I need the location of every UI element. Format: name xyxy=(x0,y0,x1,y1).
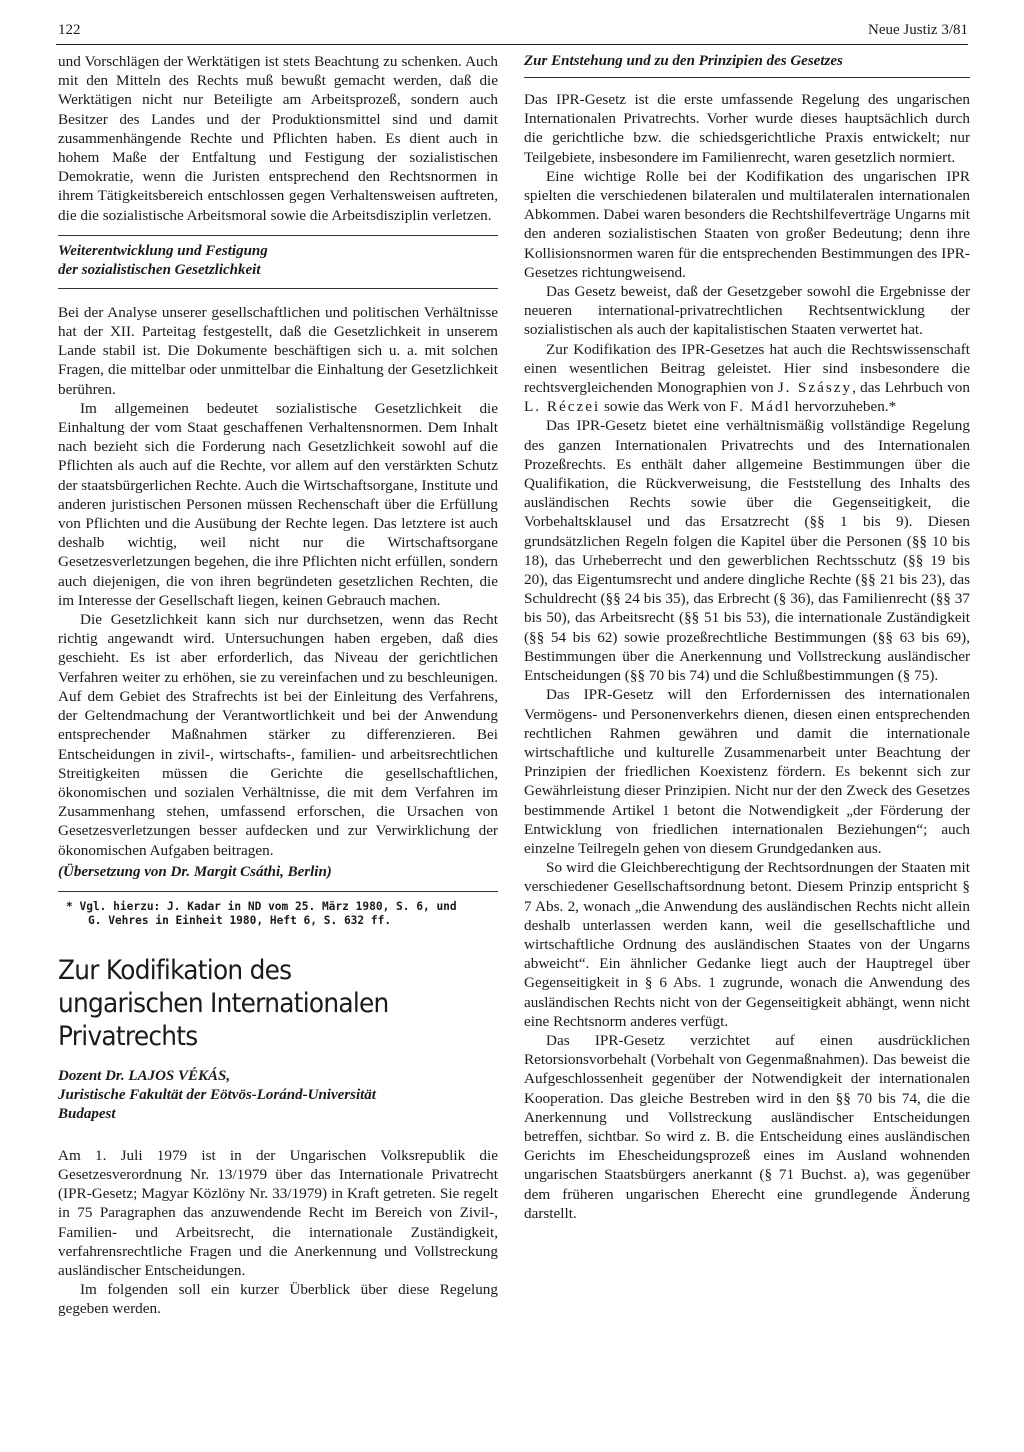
text-run: hervorzuheben.* xyxy=(790,398,897,416)
footnote-divider xyxy=(58,891,498,892)
paragraph: Das IPR-Gesetz will den Erfordernissen des internationalen Vermögens- und Personenverkehrs dienen, diesen einen entsprechenden rechtlichen Rahmen gewähren und damit die internationale wirtschaftliche und kulturelle Zusammenarbeit unter Beachtung der Prinzipien der friedlichen Koexistenz fördern. Es bekennt sich zur Gewährleistung dieser Prinzipien. Nicht nur der den Zweck des Gesetzes bestimmende Artikel 1 betont die Notwendigkeit „der Förderung der Entwicklung von friedlichen internationalen Beziehungen“; auch einzelne Teilregeln gehen von diesem Grundgedanken aus. xyxy=(524,686,970,857)
paragraph: Das IPR-Gesetz ist die erste umfassende Regelung des ungarischen Internationalen Privatrechts. Vorher wurde dieses hauptsächlich durch die gerichtliche bzw. die schiedsgerichtliche Praxis entwickelt; nur Teilgebiete, insbesondere im Familienrecht, waren gesetzlich normiert. xyxy=(524,91,970,166)
intro-paragraph: und Vorschlägen der Werktätigen ist stets Beachtung zu schenken. Auch mit den Mitteln des Rechts muß bewußt gemacht werden, daß die Werktätigen nicht nur Beteiligte am Arbeitsprozeß, sondern auch Besitzer des Landes und der Produktionsmittel sind und damit zusammenhängende Rechte und Pflichten haben. Es dient auch in hohem Maße der Entfaltung und Festigung der sozialistischen Demokratie, wenn die Juristen entsprechend den Rechtsnormen in ihrem Tätigkeitsbereich entschlossen gegen Verhaltensweisen auftreten, die die sozialistische Arbeitsmoral sowie die Arbeitsdisziplin verletzen. xyxy=(58,53,498,224)
paragraph: Das Gesetz beweist, daß der Gesetzgeber sowohl die Ergebnisse der neueren international-privatrechtlichen Rechtsentwicklung der sozialistischen als auch der kapitalistischen Staaten verwertet hat. xyxy=(524,283,970,339)
text-run: Zur Kodifikation des IPR-Gesetzes hat auch die Rechtswissenschaft einen wesentlichen Beitrag geleistet. Hier sind insbesondere die rechtsvergleichenden Monographien von xyxy=(524,340,970,397)
article-title-line: ungarischen Internationalen Privatrechts xyxy=(58,987,389,1052)
paragraph: Das IPR-Gesetz bietet eine verhältnismäßig vollständige Regelung des ganzen Internationalen Privatrechts und des Internationalen Prozeßrechts. Es enthält daher allgemeine Bestimmungen über die Qualifikation, die Rückverweisung, die Feststellung des Inhalts des ausländischen Rechts sowie über die Gegenseitigkeit, die Vorbehaltsklausel und das Ersatzrecht (§§ 1 bis 9). Diesen grundsätzlichen Regeln folgen die Kapitel über die Personen (§§ 10 bis 18), das Urheberrecht und den gewerblichen Rechtsschutz (§§ 19 bis 20), das Eigentumsrecht und andere dingliche Rechte (§§ 21 bis 23), das Schuldrecht (§§ 24 bis 35), das Erbrecht (§ 36), das Familienrecht (§§ 37 bis 50), das Arbeitsrecht (§§ 51 bis 53), die internationale Zuständigkeit (§§ 54 bis 62) sowie prozeßrechtliche Bestimmungen (§§ 63 bis 69), Bestimmungen über die Anerkennung und Vollstreckung ausländischer Entscheidungen (§§ 70 bis 74) und die Schlußbestimmungen (§ 75). xyxy=(524,417,970,685)
section-heading-line: Weiterentwicklung und Festigung xyxy=(58,242,268,259)
footnote-line: * Vgl. hierzu: J. Kadar in ND vom 25. März 1980, S. 6, und xyxy=(66,899,457,913)
section-heading-gesetzlichkeit xyxy=(58,242,498,280)
article-title xyxy=(58,954,463,1053)
paragraph: Im allgemeinen bedeutet sozialistische Gesetzlichkeit die Einhaltung der vom Staat geschaffenen Verhaltensnormen. Dem Inhalt nach bezieht sich die Forderung nach Gesetzlichkeit sowohl auf die Pflichten als auch auf die Rechte, vor allem auf den verstärkten Schutz der staatsbürgerlichen Rechte. Auch die Wirtschaftsorgane, Institute und anderen juristischen Personen müssen Rechenschaft über die Erfüllung von Pflichten und die Ausübung der Rechte legen. Das letztere ist auch deshalb wichtig, weil nicht nur die Wirtschaftsorgane Gesetzesverletzungen begehen, die ihre Pflichten nicht erfüllen, sondern auch diejenigen, die von ihren begründeten gesetzlichen Rechten, die im Interesse der Gesellschaft liegen, keinen Gebrauch machen. xyxy=(58,399,498,609)
paragraph: So wird die Gleichberechtigung der Rechtsordnungen der Staaten mit verschiedener Gesellschaftsordnung betont. Diesem Prinzip entspricht § 7 Abs. 2, wonach „die Anwendung des ausländischen Rechts nicht allein deshalb unterlassen werden kann, weil die gesellschaftliche und wirtschaftliche Ordnung des ausländischen Staates von der Ungarns abweicht“. Ein ähnlicher Gedanke liegt auch der Hauptregel über Gegenseitigkeit in § 6 Abs. 1 zugrunde, wonach die Anwendung des ausländischen Rechts nicht von der Gegenseitigkeit abhängt, wenn nicht eine Rechtsnorm anderes verfügt. xyxy=(524,859,970,1030)
paragraph: Am 1. Juli 1979 ist in der Ungarischen Volksrepublik die Gesetzesverordnung Nr. 13/1979 über das Internationale Privatrecht (IPR-Gesetz; Magyar Közlöny Nr. 33/1979) in Kraft getreten. Sie regelt in 75 Paragraphen das anzuwendende Recht im Bereich von Zivil-, Familien- und Arbeitsrecht, die internationale Zuständigkeit, verfahrensrechtliche Fragen und die Anerkennung und Vollstreckung ausländischer Entscheidungen. xyxy=(58,1146,498,1279)
right-column xyxy=(524,52,970,1223)
section-divider xyxy=(524,77,970,78)
footnote-line: G. Vehres in Einheit 1980, Heft 6, S. 632 ff. xyxy=(88,913,392,927)
journal-reference: Neue Justiz 3/81 xyxy=(868,22,968,38)
author-reference: J. Szászy xyxy=(777,379,853,397)
author-reference: F. Mádl xyxy=(729,398,791,416)
author-affiliation: Juristische Fakultät der Eötvös-Loránd-Universität xyxy=(58,1086,376,1103)
author-block xyxy=(58,1067,498,1124)
section-divider xyxy=(58,235,498,236)
paragraph: Im folgenden soll ein kurzer Überblick über diese Regelung gegeben werden. xyxy=(58,1281,498,1318)
page-number: 122 xyxy=(58,22,81,38)
section-heading-line: der sozialistischen Gesetzlichkeit xyxy=(58,261,261,278)
section-divider xyxy=(58,288,498,289)
text-run: , das Lehrbuch von xyxy=(852,379,970,397)
text-run: sowie das Werk von xyxy=(600,398,730,416)
footnote xyxy=(66,900,498,928)
section-heading-entstehung: Zur Entstehung und zu den Prinzipien des Gesetzes xyxy=(524,53,843,69)
author-city: Budapest xyxy=(58,1105,116,1122)
paragraph: Das IPR-Gesetz verzichtet auf einen ausdrücklichen Retorsionsvorbehalt (Vorbehalt von Gegenmaßnahmen). Das beweist die Aufgeschlossenheit gegenüber der Notwendigkeit der internationalen Kooperation. Das gleiche Bestreben wird in den §§ 70 bis 74, die die Anerkennung und Vollstreckung ausländischer Entscheidungen betreffen, sichtbar. So wird z. B. die Entscheidung eines ausländischen Gerichts im Ehescheidungsprozeß eines im Ausland wohnenden ungarischen Staatsbürgers anerkannt (§ 71 Buchst. a), was gegenüber dem früheren ungarischen Eherecht eine grundlegende Änderung darstellt. xyxy=(524,1031,970,1222)
paragraph xyxy=(524,340,970,417)
paragraph: Eine wichtige Rolle bei der Kodifikation des ungarischen IPR spielten die verschiedenen bilateralen und multilateralen internationalen Abkommen. Dabei waren besonders die Rechtshilfeverträge Ungarns mit den anderen sozialistischen Staaten von großer Bedeutung; denn ihre Kollisionsnormen waren für die entsprechenden Bestimmungen des IPR-Gesetzes richtungweisend. xyxy=(524,167,970,281)
author-name: Dozent Dr. LAJOS VÉKÁS, xyxy=(58,1067,231,1084)
translation-credit: (Übersetzung von Dr. Margit Csáthi, Berlin) xyxy=(58,863,332,880)
header-rule xyxy=(56,44,968,45)
article-title-line: Zur Kodifikation des xyxy=(58,954,292,986)
author-reference: L. Réczei xyxy=(524,398,601,416)
paragraph: Bei der Analyse unserer gesellschaftlichen und politischen Verhältnisse hat der XII. Parteitag festgestellt, daß die Gesetzlichkeit in unserem Lande stabil ist. Die Dokumente beschäftigen sich u. a. mit solchen Fragen, die mittelbar oder unmittelbar die Einhaltung der Gesetzlichkeit berühren. xyxy=(58,303,498,398)
left-column xyxy=(58,52,498,1319)
paragraph: Die Gesetzlichkeit kann sich nur durchsetzen, wenn das Recht richtig angewandt wird. Untersuchungen haben ergeben, daß dies geschieht. Es ist aber erforderlich, das Niveau der gerichtlichen Verfahren weiter zu erhöhen, sie zu vereinfachen und zu beschleunigen. Auf dem Gebiet des Strafrechts ist bei der Einleitung des Verfahrens, der Geltendmachung der Verantwortlichkeit und bei der Anwendung entsprechender Maßnahmen stärker zu differenzieren. Bei Entscheidungen in zivil-, wirtschafts-, familien- und arbeitsrechtlichen Streitigkeiten müssen die Gerichte die gesellschaftlichen, ökonomischen und sozialen Verhältnisse, die mit dem Verfahren im Zusammenhang stehen, umfassend erforschen, die Ursachen von Gesetzesverletzungen besser aufdecken und zur Verwirklichung der ökonomischen Aufgaben beitragen. xyxy=(58,611,498,859)
